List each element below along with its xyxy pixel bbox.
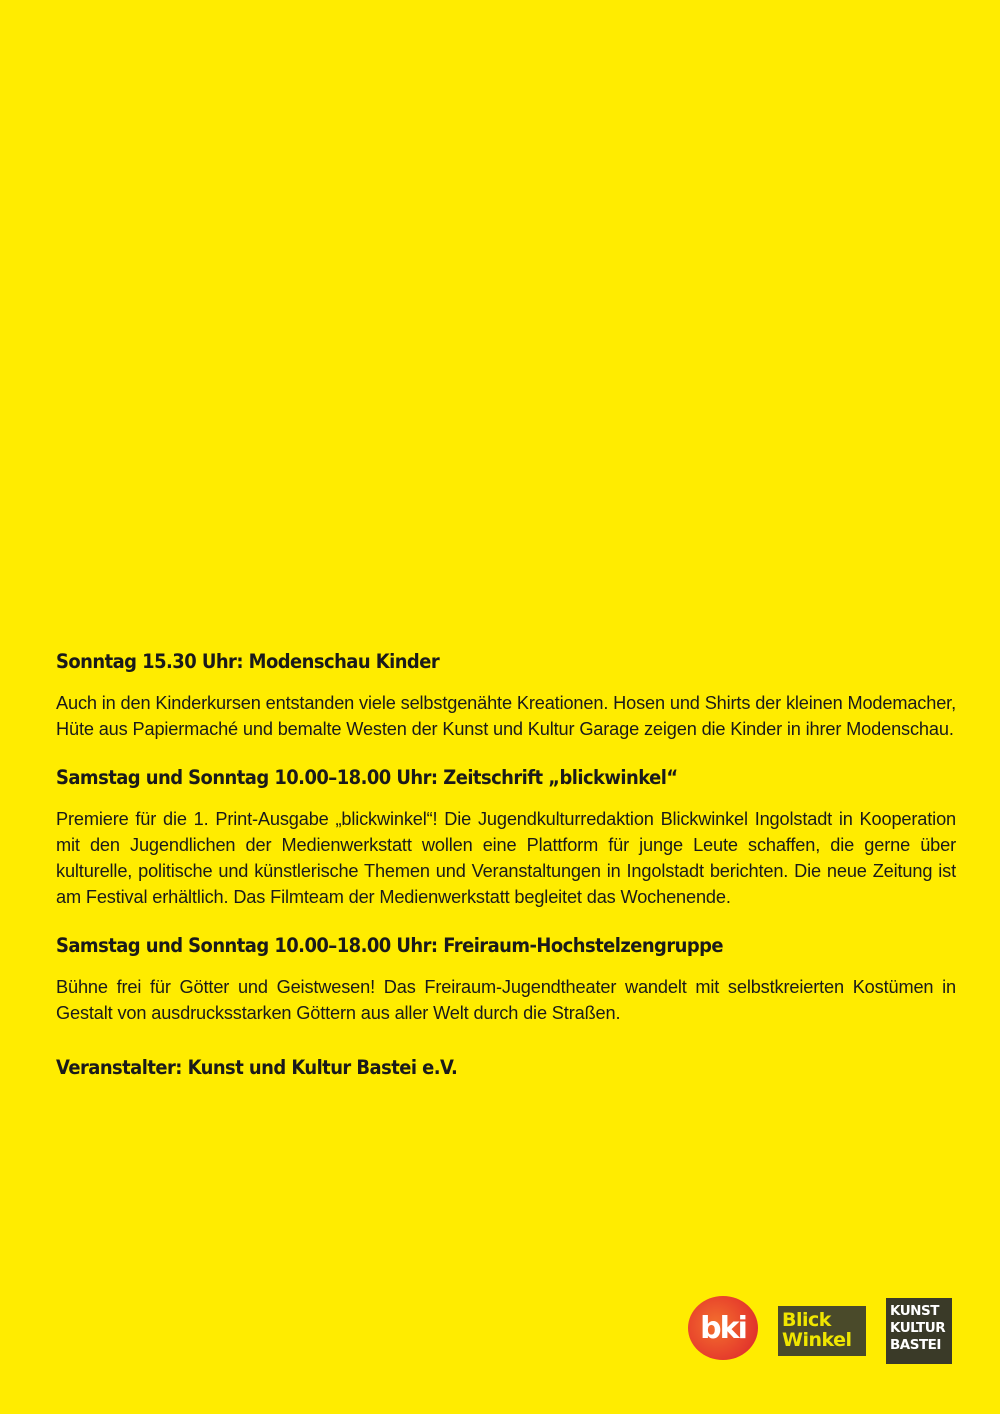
program-content	[56, 648, 956, 1096]
blickwinkel-logo-line1: Blick	[782, 1309, 831, 1331]
bastei-logo-line2: KULTUR	[890, 1320, 946, 1336]
program-section-modenschau	[56, 648, 956, 742]
section-text: Auch in den Kinderkursen entstanden viele selbstgenähte Kreationen. Hosen und Shirts der kleinen Modemacher, Hüte aus Papiermaché und bemalte Westen der Kunst und Kultur Garage zeigen die Kinder in ihrer Modenschau.	[56, 693, 956, 739]
section-heading: Samstag und Sonntag 10.00–18.00 Uhr: Freiraum-Hochstelzengruppe	[56, 934, 724, 957]
program-section-zeitschrift	[56, 764, 956, 910]
blickwinkel-logo-line2: Winkel	[782, 1329, 852, 1351]
kunst-kultur-bastei-logo	[886, 1298, 952, 1364]
section-text: Bühne frei für Götter und Geistwesen! Das Freiraum-Jugendtheater wandelt mit selbstkreierten Kostümen in Gestalt von ausdrucksstarken Göttern aus aller Welt durch die Straßen.	[56, 977, 956, 1023]
bki-logo	[688, 1296, 758, 1360]
section-text: Premiere für die 1. Print-Ausgabe „blickwinkel“! Die Jugendkulturredaktion Blickwinkel Ingolstadt in Kooperation mit den Jugendlichen der Medienwerkstatt wollen eine Plattform für junge Leute schaffen, die gerne über kulturelle, politische und künstlerische Themen und Veranstaltungen in Ingolstadt berichten. Die neue Zeitung ist am Festival erhältlich. Das Filmteam der Medienwerkstatt begleitet das Wochenende.	[56, 809, 956, 907]
bastei-logo-line3: BASTEI	[890, 1337, 941, 1353]
program-section-freiraum	[56, 932, 956, 1026]
bastei-logo-line1: KUNST	[890, 1303, 939, 1319]
blickwinkel-logo	[778, 1306, 866, 1356]
section-heading: Samstag und Sonntag 10.00–18.00 Uhr: Zeitschrift „blickwinkel“	[56, 766, 678, 789]
organizer-line: Veranstalter: Kunst und Kultur Bastei e.V.	[56, 1056, 458, 1079]
bki-logo-text: bki	[700, 1310, 746, 1346]
section-heading: Sonntag 15.30 Uhr: Modenschau Kinder	[56, 650, 440, 673]
sponsor-logos	[688, 1296, 958, 1366]
